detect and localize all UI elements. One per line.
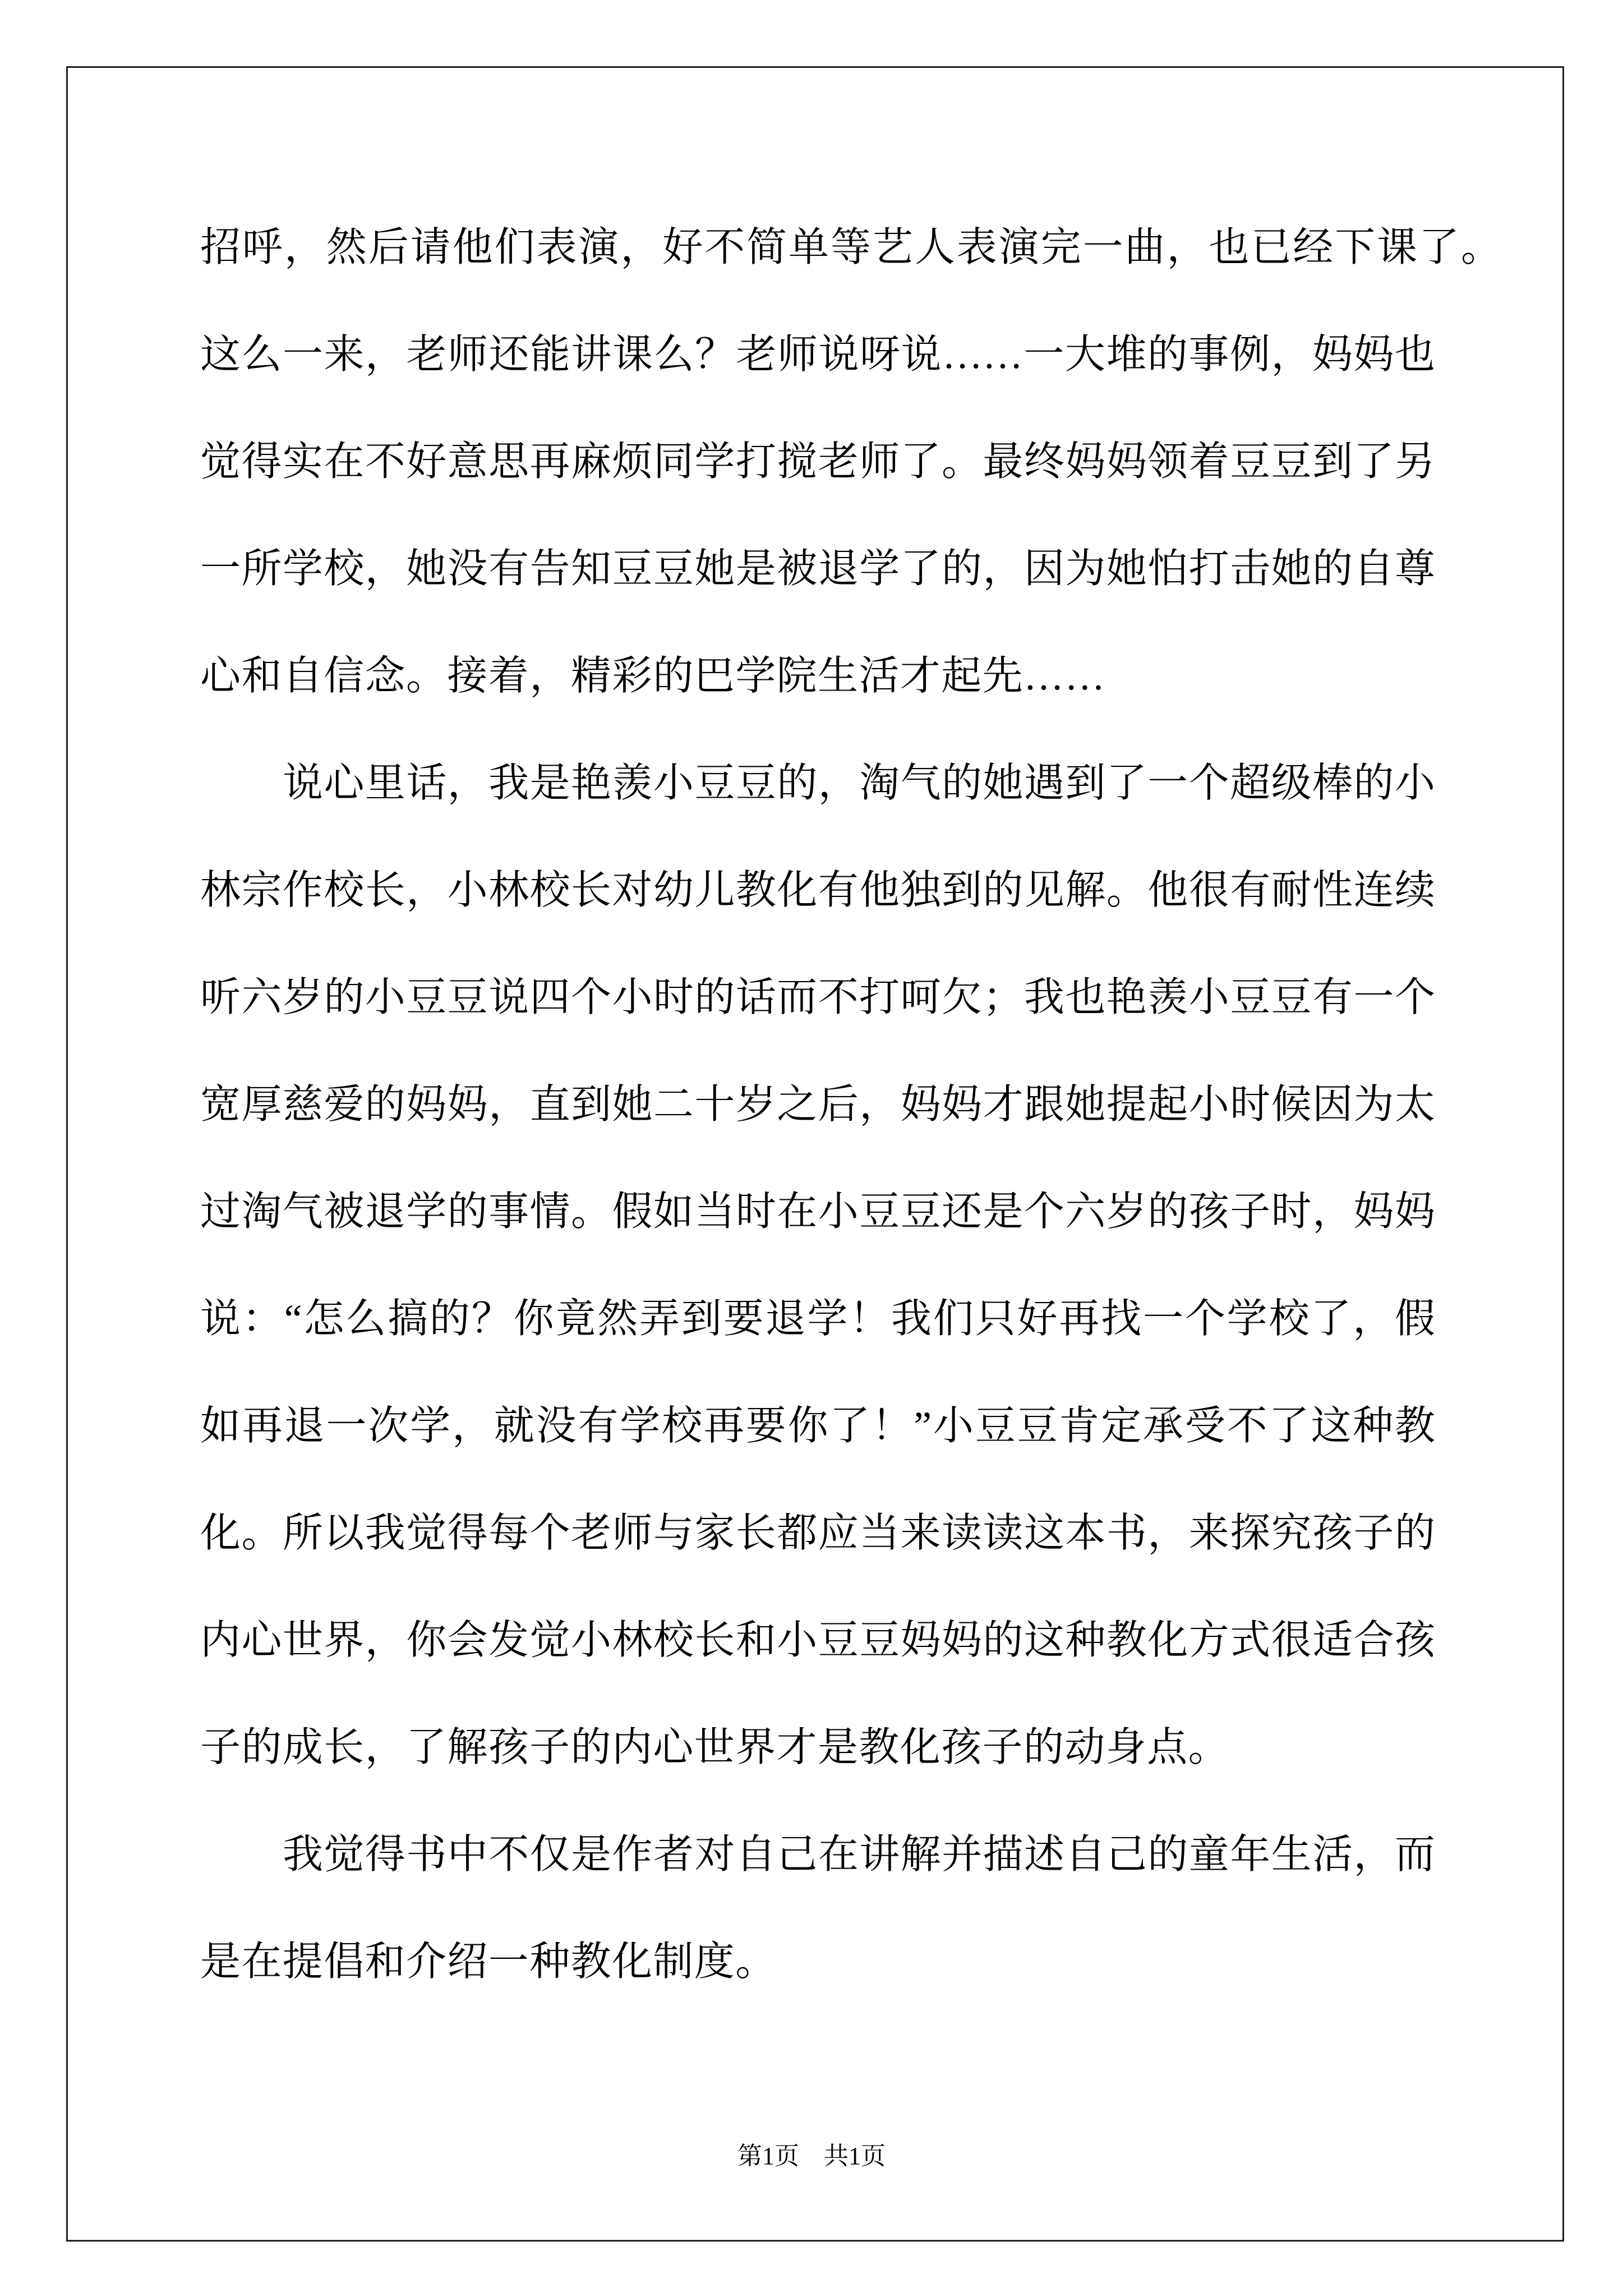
text-line: 这么一来，老师还能讲课么？老师说呀说……一大堆的事例，妈妈也 — [200, 332, 1435, 377]
text-line: 听六岁的小豆豆说四个小时的话而不打呵欠；我也艳羡小豆豆有一个 — [200, 975, 1435, 1020]
text-line: 说心里话，我是艳羡小豆豆的，淘气的她遇到了一个超级棒的小 — [283, 761, 1435, 806]
text-line: 心和自信念。接着，精彩的巴学院生活才起先…… — [200, 654, 1106, 698]
text-line: 觉得实在不好意思再麻烦同学打搅老师了。最终妈妈领着豆豆到了另 — [200, 439, 1435, 484]
text-line: 林宗作校长，小林校长对幼儿教化有他独到的见解。他很有耐性连续 — [200, 868, 1435, 913]
text-line: 化。所以我觉得每个老师与家长都应当来读读这本书，来探究孩子的 — [200, 1511, 1435, 1556]
text-line: 过淘气被退学的事情。假如当时在小豆豆还是个六岁的孩子时，妈妈 — [200, 1189, 1435, 1234]
paragraph-1 — [200, 194, 1501, 730]
text-line: 一所学校，她没有告知豆豆她是被退学了的，因为她怕打击她的自尊 — [200, 546, 1435, 591]
paragraph-3 — [200, 1801, 1435, 2016]
text-line: 招呼，然后请他们表演，好不简单等艺人表演完一曲，也已经下课了。 — [200, 225, 1501, 270]
paragraph-2 — [200, 730, 1435, 1801]
text-line: 是在提倡和介绍一种教化制度。 — [200, 1939, 777, 1984]
text-line: 子的成长，了解孩子的内心世界才是教化孩子的动身点。 — [200, 1725, 1230, 1770]
text-line: 我觉得书中不仅是作者对自己在讲解并描述自己的童年生活，而 — [283, 1832, 1435, 1877]
text-line: 内心世界，你会发觉小林校长和小豆豆妈妈的这种教化方式很适合孩 — [200, 1618, 1435, 1663]
text-line: 宽厚慈爱的妈妈，直到她二十岁之后，妈妈才跟她提起小时候因为太 — [200, 1082, 1435, 1127]
text-line: 如再退一次学，就没有学校再要你了！”小豆豆肯定承受不了这种教 — [200, 1404, 1435, 1448]
document-body — [200, 194, 1501, 2016]
text-line: 说：“怎么搞的？你竟然弄到要退学！我们只好再找一个学校了，假 — [200, 1296, 1435, 1341]
page-number-footer: 第1页 共1页 — [737, 2142, 886, 2170]
